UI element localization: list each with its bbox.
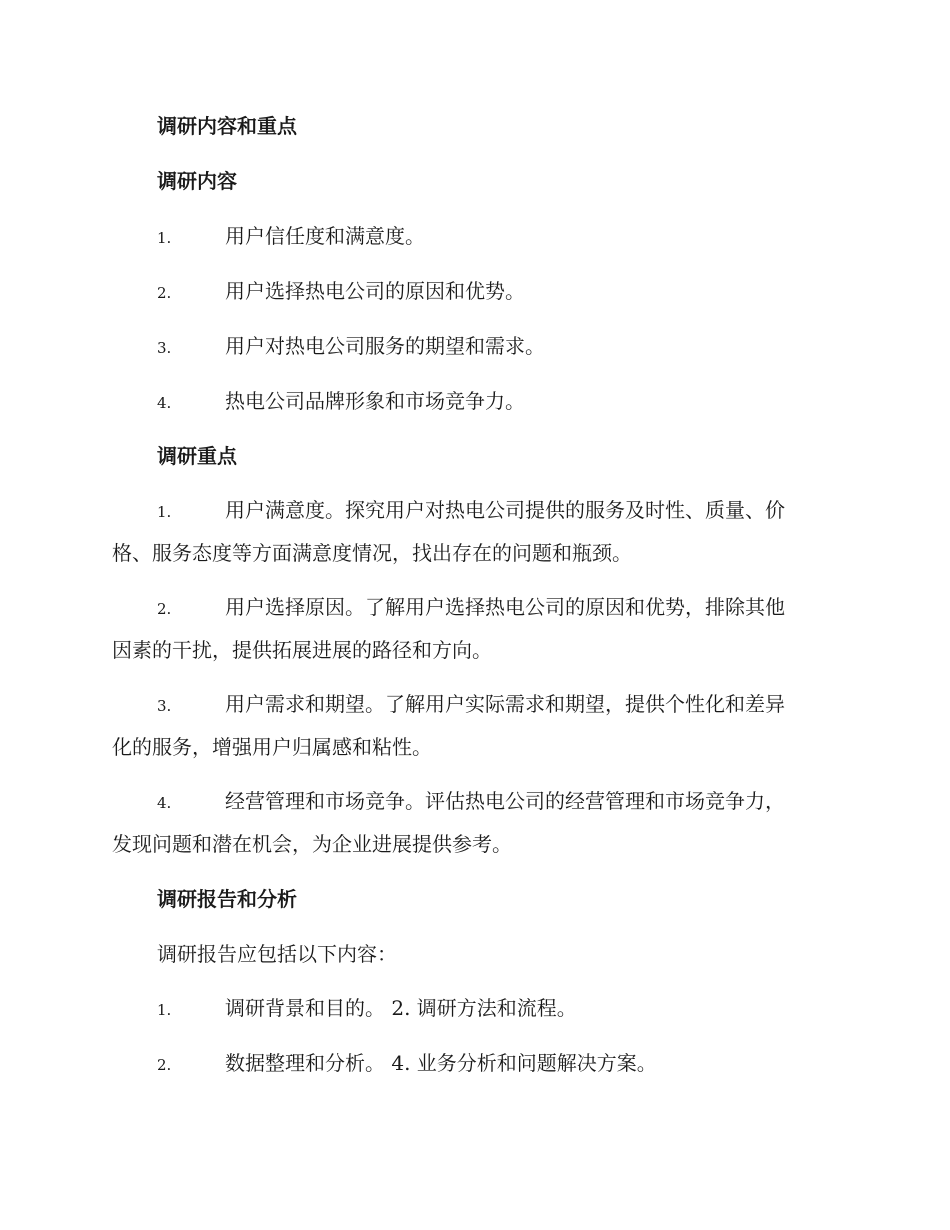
item-number: 3.: [157, 697, 172, 715]
focus-item-1-line1: [157, 489, 838, 534]
item-text: 用户满意度。探究用户对热电公司提供的服务及时性、质量、价: [225, 498, 785, 522]
item-text: 用户选择热电公司的原因和优势。: [225, 279, 525, 303]
main-heading: 调研内容和重点: [157, 114, 297, 138]
item-number: 2.: [157, 1056, 172, 1074]
item-text: 用户对热电公司服务的期望和需求。: [225, 334, 545, 358]
focus-item-1-line2: 格、服务态度等方面满意度情况，找出存在的问题和瓶颈。: [112, 541, 632, 565]
content-item-1: [157, 215, 838, 260]
focus-item-2-line2: 因素的干扰，提供拓展进展的路径和方向。: [112, 638, 492, 662]
item-text: 经营管理和市场竞争。评估热电公司的经营管理和市场竞争力，: [225, 789, 785, 813]
item-text: 用户信任度和满意度。: [225, 224, 425, 248]
focus-item-3-line2: 化的服务，增强用户归属感和粘性。: [112, 735, 432, 759]
item-number: 2.: [157, 284, 172, 302]
item-number: 3.: [157, 339, 172, 357]
item-number: 1.: [157, 1001, 172, 1019]
focus-item-2-line1: [157, 586, 838, 631]
focus-item-4-line1: [157, 780, 838, 825]
item-number: 1.: [157, 229, 172, 247]
item-text: 热电公司品牌形象和市场竞争力。: [225, 389, 525, 413]
item-number: 4.: [157, 794, 172, 812]
item-text: 用户选择原因。了解用户选择热电公司的原因和优势，排除其他: [225, 595, 785, 619]
item-text: 用户需求和期望。了解用户实际需求和期望，提供个性化和差异: [225, 692, 785, 716]
focus-item-4-line2: 发现问题和潜在机会，为企业进展提供参考。: [112, 832, 512, 856]
report-heading: 调研报告和分析: [157, 887, 297, 911]
content-item-2: [157, 270, 838, 315]
item-text: 数据整理和分析。 4. 业务分析和问题解决方案。: [225, 1051, 657, 1075]
item-text: 调研背景和目的。 2. 调研方法和流程。: [225, 996, 577, 1020]
report-item-2: [157, 1042, 838, 1087]
item-number: 1.: [157, 503, 172, 521]
focus-item-3-line1: [157, 683, 838, 728]
content-heading: 调研内容: [157, 169, 237, 193]
report-item-1: [157, 987, 838, 1032]
item-number: 2.: [157, 600, 172, 618]
content-item-3: [157, 325, 838, 370]
content-item-4: [157, 380, 838, 425]
focus-heading: 调研重点: [157, 444, 237, 468]
item-number: 4.: [157, 394, 172, 412]
report-intro: 调研报告应包括以下内容：: [157, 942, 397, 966]
